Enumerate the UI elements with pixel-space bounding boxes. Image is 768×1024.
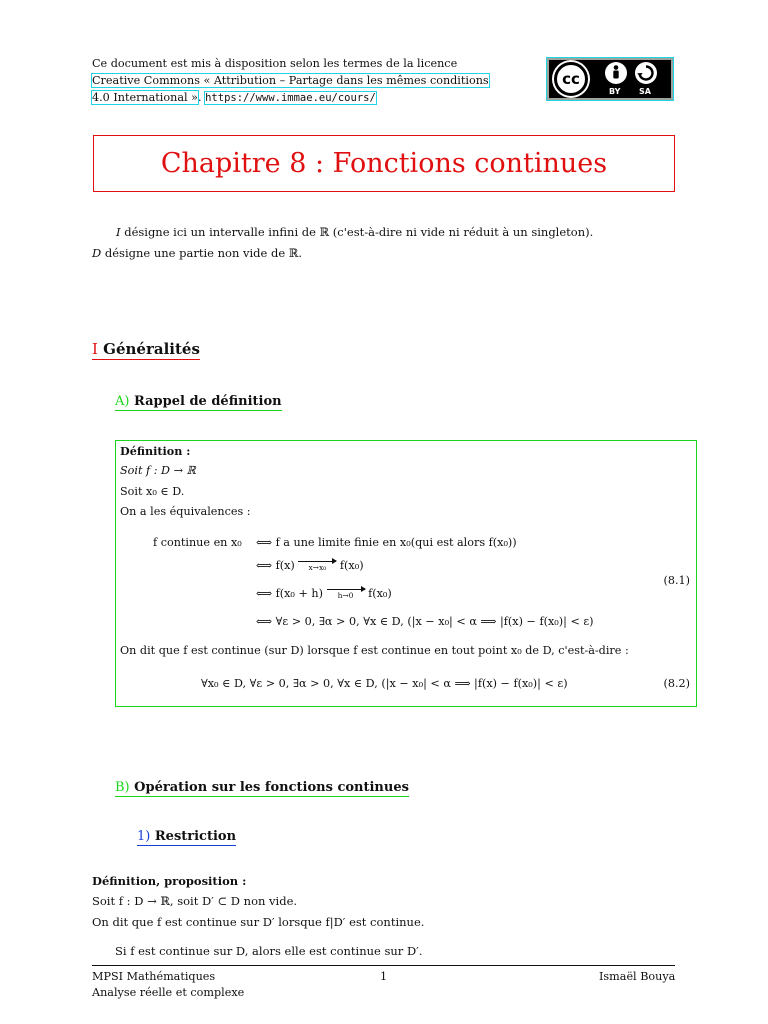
license-separator: .	[197, 91, 206, 104]
equation-line-3	[256, 587, 392, 600]
cc-by-sa-badge[interactable]	[546, 57, 674, 101]
subsection-title: Rappel de définition	[134, 394, 282, 409]
section-number: I	[92, 340, 98, 358]
definition-line-2: Soit x₀ ∈ D.	[120, 485, 185, 498]
footer-rule	[92, 965, 675, 966]
limit-subscript: x→x₀	[308, 562, 327, 572]
person-icon	[605, 62, 627, 84]
equation-line-2	[256, 559, 364, 572]
definition-box	[115, 440, 697, 707]
restriction-line-3: Si f est continue sur D, alors elle est continue sur D′.	[115, 944, 423, 958]
license-link-creative-commons[interactable]: Creative Commons « Attribution – Partage dans les mêmes conditions	[92, 74, 489, 87]
license-notice	[92, 55, 498, 107]
equation-line-1: ⟺ f a une limite finie en x₀(qui est alors f(x₀))	[256, 536, 517, 549]
limit-arrow	[298, 561, 336, 572]
footer-left	[92, 969, 244, 1001]
subsubsection-heading-restriction	[137, 829, 236, 846]
intro-paragraph	[92, 222, 593, 264]
subsection-number: B)	[115, 780, 130, 795]
license-text-line1: Ce document est mis à disposition selon les termes de la licence	[92, 57, 458, 70]
subsection-heading-operations	[115, 780, 409, 797]
intro-line-1-text: désigne ici un intervalle infini de ℝ (c'est-à-dire ni vide ni réduit à un singleton).	[120, 225, 594, 239]
eq2-right: f(x₀)	[339, 559, 364, 572]
eq3-left: ⟺ f(x₀ + h)	[256, 587, 323, 600]
equation-line-5: ∀x₀ ∈ D, ∀ε > 0, ∃α > 0, ∀x ∈ D, (|x − x₀| < α ⟹ |f(x) − f(x₀)| < ε)	[201, 677, 568, 690]
subsection-heading-rappel	[115, 394, 282, 411]
chapter-title-box	[93, 135, 675, 192]
subsubsection-title: Restriction	[154, 829, 237, 844]
subsection-number: A)	[115, 394, 130, 409]
cc-badge-inner	[549, 60, 671, 98]
footer-author: Ismaël Bouya	[599, 970, 676, 983]
subsection-title: Opération sur les fonctions continues	[134, 780, 409, 795]
equation-line-4: ⟺ ∀ε > 0, ∃α > 0, ∀x ∈ D, (|x − x₀| < α ⟹ |f(x) − f(x₀)| < ε)	[256, 615, 594, 628]
definition-line-3: On a les équivalences :	[120, 505, 251, 518]
eq3-right: f(x₀)	[368, 587, 392, 600]
intro-line-1	[92, 222, 593, 243]
equation-number-8-1: (8.1)	[663, 574, 690, 587]
footer-course: MPSI Mathématiques	[92, 970, 216, 983]
definition-line-4: On dit que f est continue (sur D) lorsque f est continue en tout point x₀ de D, c'est-à-dire :	[120, 644, 629, 657]
restriction-line-1: Soit f : D → ℝ, soit D′ ⊂ D non vide.	[92, 894, 298, 908]
definition-line-1: Soit f : D → ℝ	[120, 464, 196, 477]
equation-number-8-2: (8.2)	[663, 677, 690, 690]
limit-subscript: h→0	[337, 590, 354, 600]
intro-line-2	[92, 243, 593, 264]
badge-sa-label: SA	[639, 87, 651, 96]
limit-arrow	[327, 589, 365, 600]
footer-subject: Analyse réelle et complexe	[92, 986, 245, 999]
subsubsection-number: 1)	[137, 829, 151, 844]
equation-left-side: f continue en x₀	[153, 536, 242, 549]
section-heading-generalites	[92, 340, 200, 360]
section-title: Généralités	[103, 340, 200, 358]
restriction-heading: Définition, proposition :	[92, 874, 247, 888]
var-I: I	[116, 225, 121, 239]
chapter-title: Chapitre 8 : Fonctions continues	[160, 148, 608, 179]
var-D: D	[92, 246, 102, 260]
restriction-line-2: On dit que f est continue sur D′ lorsque f|D′ est continue.	[92, 915, 425, 929]
license-link-international[interactable]: 4.0 International »	[92, 91, 198, 104]
intro-line-2-text: désigne une partie non vide de ℝ.	[101, 246, 303, 260]
license-url-link[interactable]: https://www.immae.eu/cours/	[205, 92, 376, 104]
badge-by-label: BY	[609, 87, 621, 96]
definition-heading: Définition :	[120, 444, 191, 458]
share-alike-icon	[635, 62, 657, 84]
cc-logo-icon: cc	[554, 62, 588, 96]
eq2-left: ⟺ f(x)	[256, 559, 295, 572]
footer-page-number: 1	[380, 970, 388, 983]
